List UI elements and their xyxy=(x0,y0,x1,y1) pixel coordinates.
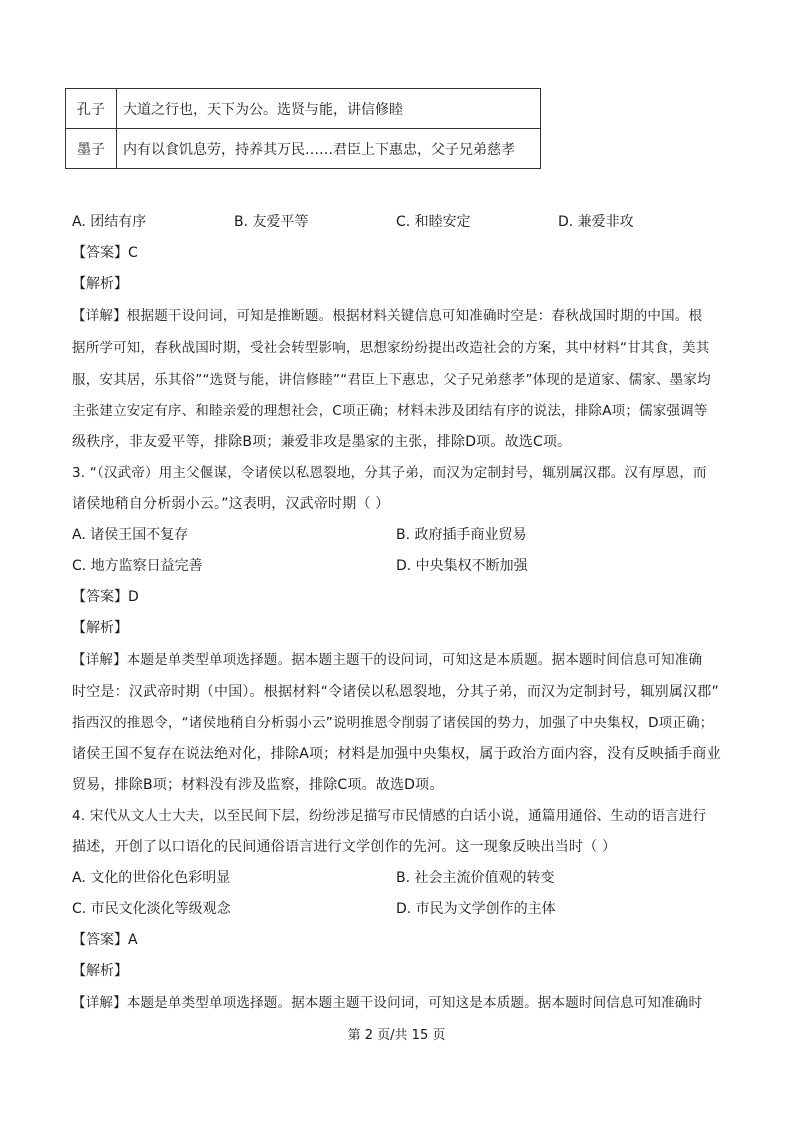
q2-detail-line: 服，安其居，乐其俗”“选贤与能，讲信修睦”“君臣上下惠忠，父子兄弟慈孝”体现的是道家、儒家、墨家均 xyxy=(72,372,711,388)
quote-text: 大道之行也，天下为公。选贤与能，讲信修睦 xyxy=(117,89,541,129)
q4-stem-line: 4. 宋代从文人士大夫，以至民间下层，纷纷涉足描写市民情感的白话小说，通篇用通俗、生动的语言进行 xyxy=(72,808,707,824)
q2-option-d: D. 兼爱非攻 xyxy=(558,214,634,230)
q2-option-b: B. 友爱平等 xyxy=(234,214,309,230)
q4-option-c: C. 市民文化淡化等级观念 xyxy=(72,901,231,917)
q3-detail-line: 【详解】本题是单类型单项选择题。据本题主题干的设问词，可知这是本质题。据本题时间信息可知准确 xyxy=(72,652,703,668)
q4-option-d: D. 市民为文学创作的主体 xyxy=(396,901,556,917)
q2-detail-line: 主张建立安定有序、和睦亲爱的理想社会，C项正确；材料未涉及团结有序的说法，排除A项；儒家强调等 xyxy=(72,403,708,419)
q2-option-c: C. 和睦安定 xyxy=(396,214,471,230)
q2-detail-line: 级秩序，非友爱平等，排除B项；兼爱非攻是墨家的主张，排除D项。故选C项。 xyxy=(72,434,572,450)
q2-analysis-label: 【解析】 xyxy=(72,276,128,292)
q4-option-a: A. 文化的世俗化色彩明显 xyxy=(72,870,231,886)
thinker-name: 孔子 xyxy=(66,89,117,129)
quote-text: 内有以食饥息劳，持养其万民……君臣上下惠忠，父子兄弟慈孝 xyxy=(117,129,541,169)
q3-option-b: B. 政府插手商业贸易 xyxy=(396,527,527,543)
q3-answer: 【答案】D xyxy=(72,589,139,605)
q4-detail-line: 【详解】本题是单类型单项选择题。据本题主题干设问词，可知这是本质题。据本题时间信息可知准确时 xyxy=(72,995,703,1011)
q3-detail-line: 诸侯王国不复存在说法绝对化，排除A项；材料是加强中央集权，属于政治方面内容，没有反映插手商业 xyxy=(72,746,721,762)
page-number: 第 2 页/共 15 页 xyxy=(347,1028,446,1043)
q4-answer: 【答案】A xyxy=(72,932,138,948)
q3-option-a: A. 诸侯王国不复存 xyxy=(72,527,189,543)
q3-analysis-label: 【解析】 xyxy=(72,620,128,636)
thinker-name: 墨子 xyxy=(66,129,117,169)
q3-stem-line: 诸侯地稍自分析弱小云。”这表明，汉武帝时期（ ） xyxy=(72,496,390,512)
q4-stem-line: 描述，开创了以口语化的民间通俗语言进行文学创作的先河。这一现象反映出当时（ ） xyxy=(72,839,617,855)
source-table xyxy=(65,88,541,169)
q3-option-c: C. 地方监察日益完善 xyxy=(72,558,203,574)
q3-detail-line: 指西汉的推恩令，“诸侯地稍自分析弱小云”说明推恩令削弱了诸侯国的势力，加强了中央集权，D项正确； xyxy=(72,715,714,731)
table-row xyxy=(66,129,541,169)
q3-stem-line: 3. “（汉武帝）用主父偃谋，令诸侯以私恩裂地，分其子弟，而汉为定制封号，辄别属汉郡。汉有厚恩，而 xyxy=(72,465,707,481)
q3-detail-line: 贸易，排除B项；材料没有涉及监察，排除C项。故选D项。 xyxy=(72,777,444,793)
table-row xyxy=(66,89,541,129)
q4-analysis-label: 【解析】 xyxy=(72,963,128,979)
q3-detail-line: 时空是：汉武帝时期（中国）。根据材料“令诸侯以私恩裂地，分其子弟，而汉为定制封号，辄别属汉郡” xyxy=(72,684,719,700)
q2-option-a: A. 团结有序 xyxy=(72,214,147,230)
q3-option-d: D. 中央集权不断加强 xyxy=(396,558,528,574)
q2-detail-line: 据所学可知，春秋战国时期，受社会转型影响，思想家纷纷提出改造社会的方案，其中材料“甘其食，美其 xyxy=(72,340,710,356)
q4-option-b: B. 社会主流价值观的转变 xyxy=(396,870,555,886)
q2-detail-line: 【详解】根据题干设问词，可知是推断题。根据材料关键信息可知准确时空是：春秋战国时期的中国。根 xyxy=(72,308,703,324)
q2-answer: 【答案】C xyxy=(72,245,138,261)
